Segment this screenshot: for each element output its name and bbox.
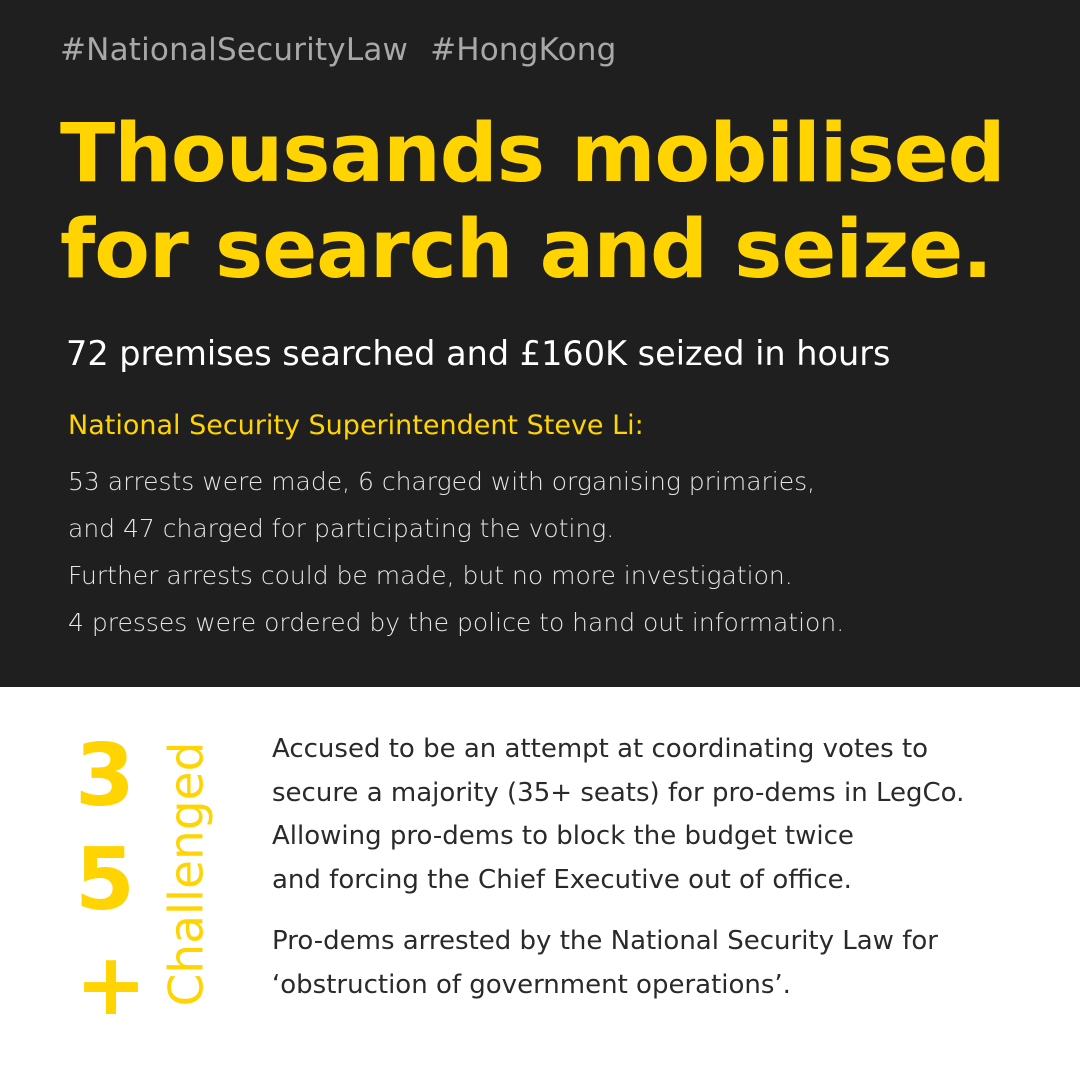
subheadline: 72 premises searched and £160K seized in hours [66, 334, 891, 373]
accusation-line: and forcing the Chief Executive out of office. [272, 864, 852, 895]
statement-line: 4 presses were ordered by the police to hand out information. [68, 608, 845, 637]
hashtag[interactable]: #NationalSecurityLaw [60, 32, 409, 68]
hashtag[interactable]: #HongKong [430, 32, 617, 68]
accusation-line: secure a majority (35+ seats) for pro-dems in LegCo. [272, 777, 965, 808]
accusation-line: Accused to be an attempt at coordinating votes to [272, 734, 929, 764]
arrest-text [272, 920, 1052, 1007]
big-number-digit: 3 [75, 726, 135, 826]
arrest-line: Pro-dems arrested by the National Security Law for [272, 926, 938, 956]
speaker-attribution: National Security Superintendent Steve Li: [68, 410, 644, 441]
headline-line: for search and seize. [60, 203, 992, 297]
challenged-vertical-label: Challenged [159, 741, 215, 1007]
accusation-text [272, 728, 1052, 902]
headline-line: Thousands mobilised [60, 107, 1005, 201]
statement-line: Further arrests could be made, but no more investigation. [68, 561, 793, 590]
arrest-line: ‘obstruction of government operations’. [272, 969, 791, 1000]
statement-line: and 47 charged for participating the voting. [68, 514, 615, 543]
headline [60, 106, 1060, 298]
big-number-digit: 5 [75, 830, 135, 930]
statement [68, 458, 1048, 646]
big-number-plus: + [75, 935, 148, 1035]
hashtags [60, 32, 639, 68]
statement-line: 53 arrests were made, 6 charged with organising primaries, [68, 467, 816, 496]
accusation-line: Allowing pro-dems to block the budget twice [272, 821, 854, 851]
